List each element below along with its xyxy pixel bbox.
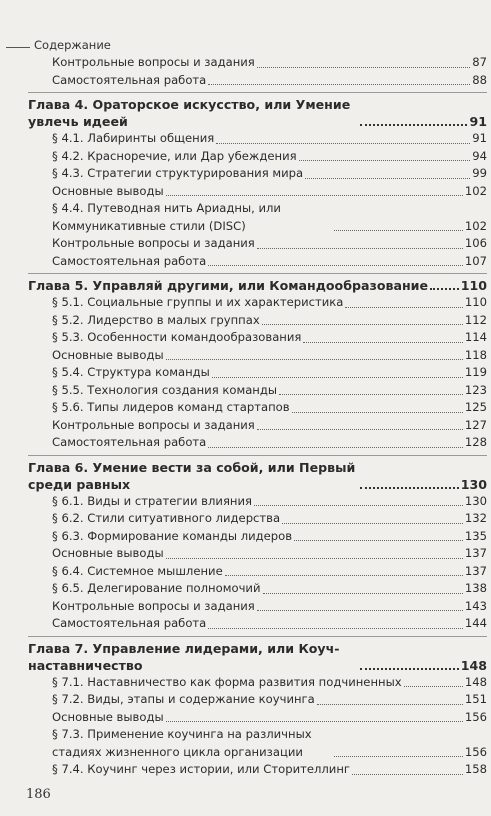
toc-entry <box>28 148 487 166</box>
dot-leader <box>254 505 463 506</box>
chapter-title: Глава 5. Управляй другими, или Командообразование <box>28 278 429 293</box>
page-ref: 107 <box>464 253 487 268</box>
toc-entry <box>28 382 487 400</box>
dot-leader <box>166 721 463 722</box>
entry-title: § 7.2. Виды, этапы и содержание коучинга <box>52 692 315 706</box>
dot-leader <box>334 756 463 757</box>
dot-leader <box>208 84 470 85</box>
dot-leader <box>404 686 463 687</box>
page-ref: 137 <box>464 563 487 578</box>
entry-title: Основные выводы <box>52 546 164 560</box>
dot-leader <box>263 593 463 594</box>
page-ref: 119 <box>464 365 487 379</box>
header-rule <box>6 47 30 48</box>
entry-title: Основные выводы <box>52 183 164 198</box>
dot-leader <box>430 288 459 290</box>
dot-leader <box>208 628 463 629</box>
toc-entry <box>28 200 487 235</box>
chapter-title: Глава 7. Управление лидерами, или Коуч-наставничество <box>28 640 340 673</box>
entry-title: Основные выводы <box>52 347 164 362</box>
page-ref: 112 <box>464 312 487 327</box>
toc-entry <box>28 674 487 692</box>
toc-entry <box>28 580 487 598</box>
dot-leader <box>303 342 462 343</box>
dot-leader <box>317 704 463 705</box>
toc-entry <box>28 615 487 633</box>
chapter-divider <box>28 92 487 93</box>
dot-leader <box>360 487 459 489</box>
entry-title: § 7.4. Коучинг через истории, или Сторителлинг <box>52 762 351 776</box>
entry-title: § 4.4. Путеводная нить Ариадны, или Коммуникативные стили (DISC) <box>52 201 281 233</box>
page-ref: 118 <box>464 347 487 362</box>
page-ref: 94 <box>472 148 487 163</box>
chapter-divider <box>28 455 487 456</box>
page-ref: 123 <box>464 382 487 397</box>
toc-entry <box>28 563 487 581</box>
entry-title: Самостоятельная работа <box>52 435 207 449</box>
dot-leader <box>208 265 463 266</box>
toc-chapter <box>28 96 487 130</box>
page-ref: 125 <box>464 400 487 414</box>
toc-entry <box>28 399 487 417</box>
dot-leader <box>305 178 470 179</box>
entry-title: § 6.3. Формирование команды лидеров <box>52 528 293 543</box>
toc-entry <box>28 726 487 761</box>
entry-title: § 6.2. Стили ситуативного лидерства <box>52 511 281 525</box>
toc-entry <box>28 329 487 347</box>
running-header: Содержание <box>34 38 111 52</box>
page-ref: 102 <box>464 183 487 198</box>
page-ref: 106 <box>464 236 487 250</box>
dot-leader <box>334 230 463 231</box>
dot-leader <box>282 523 463 524</box>
page-ref: 114 <box>464 330 487 344</box>
toc-entry <box>28 347 487 365</box>
entry-title: Контрольные вопросы и задания <box>52 598 255 613</box>
toc-entry <box>28 434 487 452</box>
dot-leader <box>257 610 463 611</box>
page-ref: 88 <box>472 72 487 87</box>
entry-title: § 5.3. Особенности командообразования <box>52 330 302 344</box>
page-ref: 156 <box>464 709 487 724</box>
toc-entry <box>28 54 487 72</box>
entry-title: Самостоятельная работа <box>52 616 207 630</box>
toc-entry <box>28 417 487 435</box>
toc-entry <box>28 130 487 148</box>
page-ref: 130 <box>464 493 487 508</box>
toc-entry <box>28 312 487 330</box>
entry-title: § 4.3. Стратегии структурирования мира <box>52 166 304 180</box>
page-ref: 138 <box>464 581 487 595</box>
entry-title: § 5.6. Типы лидеров команд стартапов <box>52 400 290 414</box>
dot-leader <box>360 124 467 126</box>
dot-leader <box>257 248 463 249</box>
page-ref: 143 <box>464 598 487 613</box>
dot-leader <box>294 540 463 541</box>
page-ref: 151 <box>464 692 487 706</box>
toc-entry <box>28 510 487 528</box>
entry-title: Основные выводы <box>52 709 164 724</box>
toc-entry <box>28 235 487 253</box>
toc-entry <box>28 761 487 779</box>
page-number: 186 <box>26 787 51 802</box>
entry-title: § 5.5. Технология создания команды <box>52 382 278 397</box>
dot-leader <box>360 668 459 670</box>
page-ref: 128 <box>464 435 487 449</box>
toc-entry <box>28 528 487 546</box>
dot-leader <box>292 412 463 413</box>
page-ref: 102 <box>464 218 487 233</box>
entry-title: § 4.1. Лабиринты общения <box>52 131 215 145</box>
page-ref: 99 <box>472 166 487 180</box>
dot-leader <box>166 558 463 559</box>
toc-entry <box>28 545 487 563</box>
page-ref: 91 <box>469 114 487 129</box>
toc-entry <box>28 294 487 312</box>
toc-entry <box>28 183 487 201</box>
toc-entry <box>28 691 487 709</box>
chapter-divider <box>28 273 487 274</box>
dot-leader <box>262 324 463 325</box>
page-ref: 137 <box>464 546 487 560</box>
entry-title: Самостоятельная работа <box>52 72 207 87</box>
page-ref: 87 <box>472 55 487 69</box>
dot-leader <box>216 143 470 144</box>
dot-leader <box>166 359 463 360</box>
entry-title: § 7.3. Применение коучинга на различных стадиях жизненного цикла организации <box>52 727 312 759</box>
entry-title: Контрольные вопросы и задания <box>52 236 255 250</box>
toc-chapter <box>28 277 487 294</box>
dot-leader <box>345 307 462 308</box>
entry-title: § 5.4. Структура команды <box>52 365 210 379</box>
dot-leader <box>212 377 463 378</box>
toc-entry <box>28 364 487 382</box>
entry-title: § 6.1. Виды и стратегии влияния <box>52 493 253 508</box>
toc-entry <box>28 493 487 511</box>
dot-leader <box>352 774 463 775</box>
toc-chapter <box>28 459 487 493</box>
toc-chapter <box>28 640 487 674</box>
entry-title: § 6.4. Системное мышление <box>52 563 223 578</box>
page-ref: 148 <box>460 657 487 673</box>
dot-leader <box>279 394 463 395</box>
entry-title: § 5.2. Лидерство в малых группах <box>52 312 260 327</box>
page-ref: 91 <box>472 131 487 145</box>
dot-leader <box>257 429 463 430</box>
entry-title: § 7.1. Наставничество как форма развития подчиненных <box>52 674 402 689</box>
chapter-title: Глава 6. Умение вести за собой, или Первый среди равных <box>28 459 356 492</box>
toc-entry <box>28 598 487 616</box>
entry-title: Самостоятельная работа <box>52 253 207 268</box>
page-ref: 110 <box>460 278 487 293</box>
entry-title: Контрольные вопросы и задания <box>52 55 255 69</box>
page-ref: 110 <box>464 295 487 309</box>
page-ref: 144 <box>464 616 487 630</box>
entry-title: § 6.5. Делегирование полномочий <box>52 581 261 595</box>
chapter-title: Глава 4. Ораторское искусство, или Умение увлечь идеей <box>28 97 351 129</box>
toc-entry <box>28 253 487 271</box>
page-ref: 130 <box>460 476 487 492</box>
page-ref: 156 <box>464 744 487 759</box>
dot-leader <box>299 160 471 161</box>
chapter-divider <box>28 636 487 637</box>
page-ref: 132 <box>464 511 487 525</box>
page-ref: 127 <box>464 417 487 432</box>
toc-entry <box>28 165 487 183</box>
page-ref: 135 <box>464 528 487 543</box>
table-of-contents <box>28 54 487 779</box>
dot-leader <box>208 447 463 448</box>
entry-title: § 5.1. Социальные группы и их характеристика <box>52 295 344 309</box>
page-ref: 148 <box>464 674 487 689</box>
entry-title: Контрольные вопросы и задания <box>52 417 255 432</box>
toc-entry <box>28 709 487 727</box>
entry-title: § 4.2. Красноречие, или Дар убеждения <box>52 148 297 163</box>
dot-leader <box>225 575 463 576</box>
dot-leader <box>257 67 470 68</box>
dot-leader <box>166 195 463 196</box>
page-ref: 158 <box>464 762 487 776</box>
toc-entry <box>28 72 487 90</box>
